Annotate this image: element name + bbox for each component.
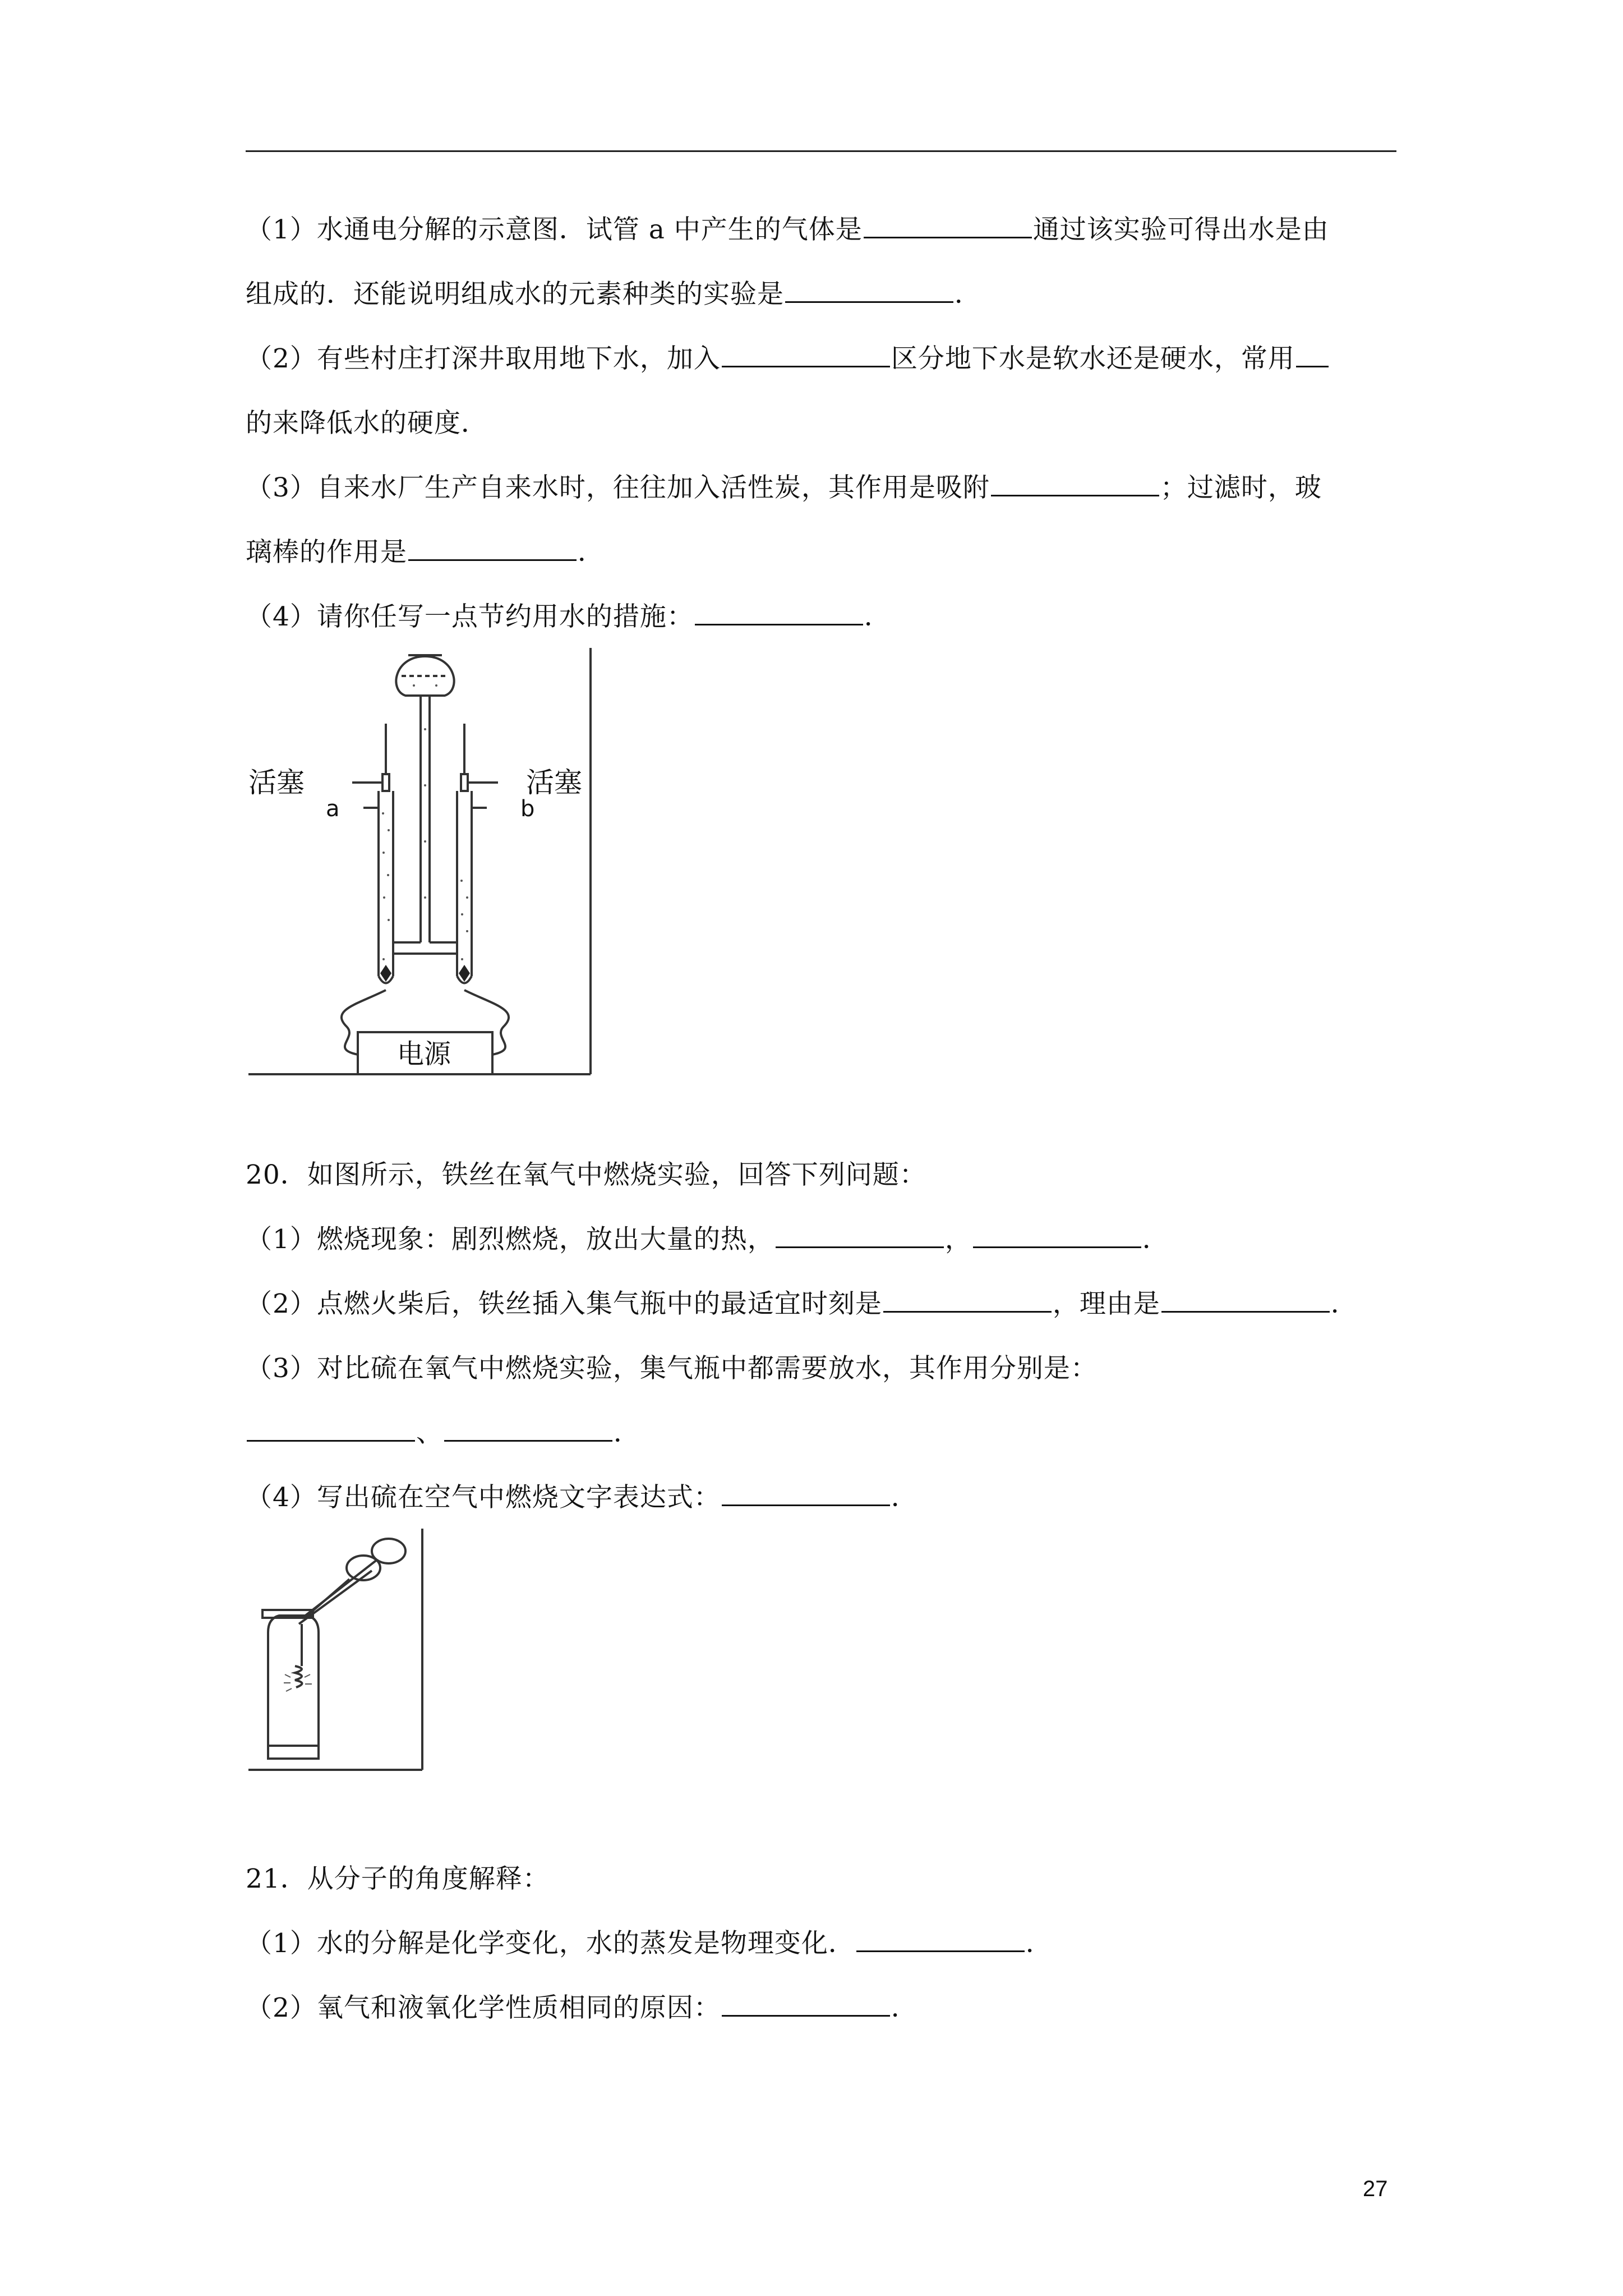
q19-sub3-end: ． [578,537,605,568]
q20-stem [246,1158,1396,1192]
q20-sub4-end: ． [891,1482,918,1513]
answer-blank[interactable] [856,1928,1025,1952]
q19-sub3-text-a: （3）自来水厂生产自来水时，往往加入活性炭，其作用是吸附 [246,472,990,503]
q19-sub1-text-b: 通过该实验可得出水是由 [1032,214,1329,245]
tube-a-label: a [326,796,340,822]
q20-sub1-sep: ， [944,1224,972,1255]
q20-sub1-line [246,1223,1396,1257]
q20-sub3-end: ． [614,1418,640,1448]
iron-wire-combustion-figure [246,1526,431,1773]
q19-sub2-line2 [246,407,1396,440]
q21-sub1-end: ． [1025,1928,1053,1959]
answer-blank[interactable] [785,279,953,303]
tube-b-label: b [520,796,535,822]
q20-sub3-line1 [246,1352,1396,1386]
q19-sub4-text-a: （4）请你任写一点节约用水的措施： [246,601,694,632]
answer-blank[interactable] [408,537,577,561]
q20-sub3-sep: 、 [416,1418,443,1448]
answer-blank[interactable] [1161,1289,1330,1313]
q21-sub1-line [246,1927,1396,1961]
q20-sub3-line2 [246,1416,1396,1450]
q21-stem-text: 21．从分子的角度解释： [246,1864,550,1894]
answer-blank[interactable] [247,1418,415,1442]
q19-sub2-text-a: （2）有些村庄打深井取用地下水，加入 [246,343,721,374]
q19-sub3-line1 [246,471,1396,505]
header-rule [246,150,1396,152]
electrolysis-apparatus-figure [246,645,599,1077]
q20-sub2-text-a: （2）点燃火柴后，铁丝插入集气瓶中的最适宜时刻是 [246,1289,882,1319]
power-supply-label: 电源 [397,1038,451,1070]
q19-sub4-line [246,600,1396,634]
q19-sub1-line2 [246,278,1396,311]
answer-blank[interactable] [991,472,1159,496]
q20-sub3-text-a: （3）对比硫在氧气中燃烧实验，集气瓶中都需要放水，其作用分别是： [246,1353,1098,1384]
q19-sub2-line1 [246,342,1396,376]
q20-sub4-line [246,1481,1396,1515]
q20-sub2-text-b: ，理由是 [1052,1289,1160,1319]
stopcock-label-left: 活塞 [248,766,305,799]
answer-blank[interactable] [722,1993,890,2017]
answer-blank[interactable] [973,1224,1141,1248]
q19-sub1-line1 [246,213,1396,247]
q19-sub3-text-b: ；过滤时，玻 [1160,472,1322,503]
q19-sub1-text-c: 组成的．还能说明组成水的元素种类的实验是 [246,279,784,310]
q19-sub3-line2 [246,536,1396,569]
q19-sub2-text-b: 区分地下水是软水还是硬水，常用 [891,343,1295,374]
q21-sub2-text-a: （2）氧气和液氧化学性质相同的原因： [246,1993,721,2023]
q20-sub4-text-a: （4）写出硫在空气中燃烧文字表达式： [246,1482,721,1513]
q19-sub2-text-c: 的来降低水的硬度． [246,408,488,439]
q19-sub1-text-a: （1）水通电分解的示意图．试管 a 中产生的气体是 [246,214,863,245]
answer-blank[interactable] [722,343,890,367]
answer-blank[interactable] [776,1224,944,1248]
stopcock-label-right: 活塞 [526,766,582,799]
q19-sub3-text-c: 璃棒的作用是 [246,537,407,568]
q19-sub4-end: ． [864,601,891,632]
answer-blank[interactable] [883,1289,1052,1313]
q21-sub2-end: ． [891,1993,918,2023]
q19-sub1-end: ． [955,279,981,310]
q21-sub1-text-a: （1）水的分解是化学变化，水的蒸发是物理变化． [246,1928,855,1959]
q20-sub1-text-a: （1）燃烧现象：剧烈燃烧，放出大量的热， [246,1224,774,1255]
answer-blank[interactable] [722,1482,890,1506]
q20-sub2-line [246,1287,1396,1321]
q21-stem [246,1862,1396,1896]
answer-blank[interactable] [864,214,1032,238]
q20-stem-text: 20．如图所示，铁丝在氧气中燃烧实验，回答下列问题： [246,1159,926,1190]
answer-blank[interactable] [695,601,863,625]
q20-sub2-end: ． [1330,1289,1358,1319]
answer-blank[interactable] [1296,343,1329,367]
q20-sub1-end: ． [1142,1224,1169,1255]
q21-sub2-line [246,1991,1396,2025]
page-number: 27 [1363,2177,1388,2201]
answer-blank[interactable] [444,1418,612,1442]
